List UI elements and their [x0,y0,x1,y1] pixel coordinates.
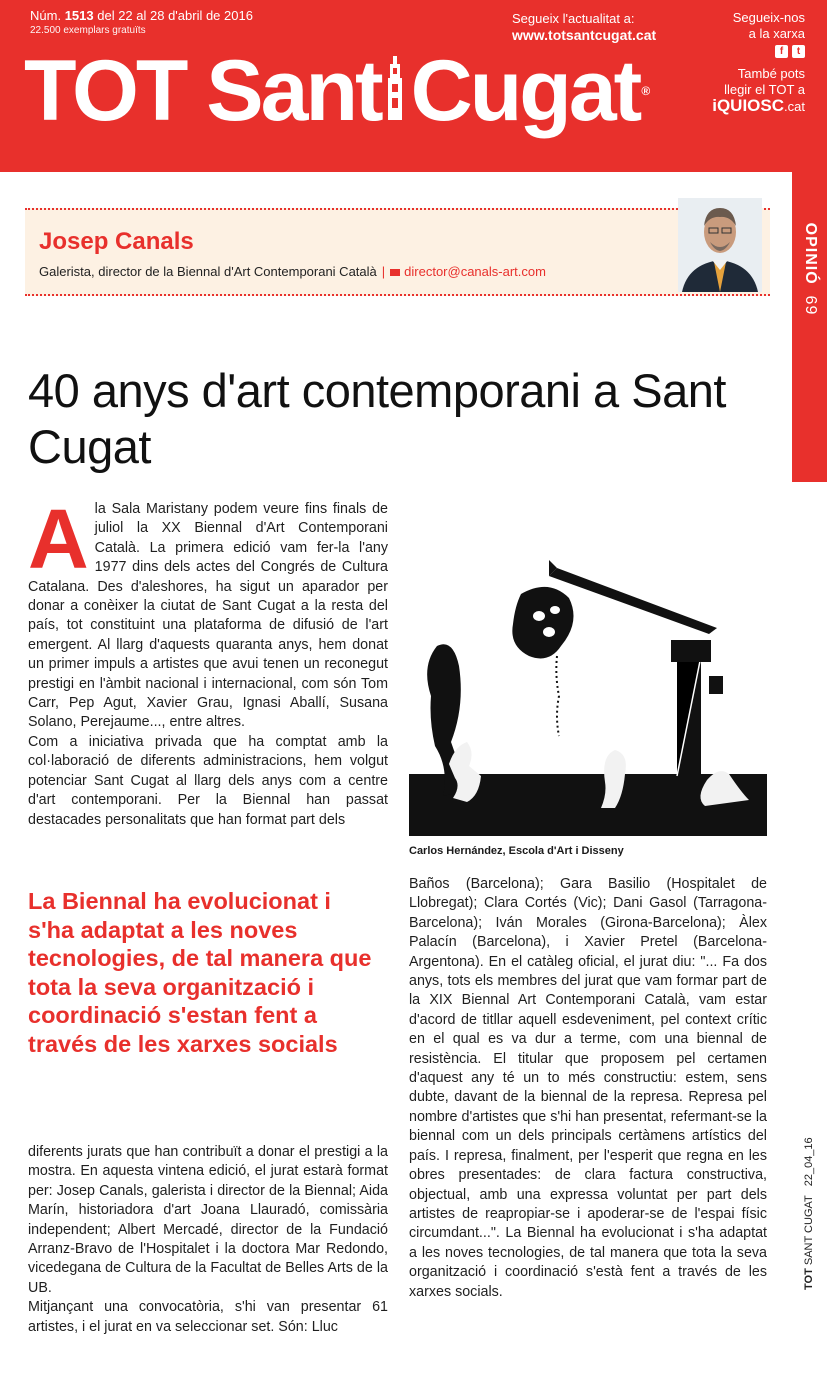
author-role-line [39,264,546,279]
kiosk-tld: .cat [784,99,805,114]
kiosk-label-2: llegir el TOT a [724,82,805,97]
author-email[interactable]: director@canals-art.com [404,264,546,279]
kiosk-label-1: També pots [737,66,805,81]
paragraph-4: Mitjançant una convocatòria, s'hi van presentar 61 artistes, i el jurat en va seleccionar set. Són: Lluc [28,1299,388,1335]
author-photo [678,198,762,292]
section-tab [792,172,827,482]
facebook-icon[interactable]: f [775,45,788,58]
article-column-2 [409,875,767,1302]
website-link[interactable]: www.totsantcugat.cat [512,27,657,43]
dropcap: A [28,492,89,586]
pull-quote: La Biennal ha evolucionat i s'ha adaptat a les noves tecnologies, de tal manera que tota la seva organització i coordinació s'estan fent a través de les xarxes socials [28,888,372,1057]
article-column-1-top [28,492,388,830]
page-number: 69 [801,295,819,316]
footer-brand: SANT CUGAT [803,1195,815,1266]
footer-date: 22_04_16 [803,1137,815,1187]
follow-label: Segueix l'actualitat a: [512,11,635,26]
issue-dates: del 22 al 28 d'abril de 2016 [97,8,253,23]
copies-count: 22.500 exemplars gratuïts [30,25,146,36]
page-footer [803,1137,815,1290]
separator: | [381,264,386,279]
tower-icon [385,56,405,120]
social-label-2: a la xarxa [748,26,805,41]
footer-brand-bold: TOT [803,1268,815,1290]
mail-icon [390,269,400,276]
logo-text-left: TOT Sant [24,43,381,139]
section-label [801,209,819,329]
social-block [712,10,805,115]
kiosk-name: iQUIOSC [712,96,785,115]
follow-block [512,10,656,44]
author-name: Josep Canals [39,228,194,255]
newspaper-logo[interactable] [24,43,651,139]
figure-caption: Carlos Hernández, Escola d'Art i Disseny [409,845,624,857]
article-illustration [409,506,767,836]
masthead [0,0,827,172]
twitter-icon[interactable]: t [792,45,805,58]
social-label-1: Segueix-nos [732,10,805,25]
logo-text-right: Cugat [410,43,640,139]
issue-info [30,8,253,38]
paragraph-2: Com a iniciativa privada que ha comptat amb la col·laboració de diferents administracions, hem volgut potenciar Sant Cugat al llarg dels anys com a centre d'art contemporani. Per la Biennal han passat destacades personalitats que han format part dels [28,733,388,828]
issue-number: 1513 [64,8,94,23]
registered-mark: ® [641,84,651,98]
paragraph-1: la Sala Maristany podem veure fins finals de juliol la XX Biennal d'Art Contemporani Català. La primera edició vam fer-la l'any 1977 dins dels actes del Congrés de Cultura Catalana. Des d'aleshores, ha sigut un aparador per donar a conèixer la ciutat de Sant Cugat a la resta del país, tot constituint una plataforma de difusió de l'art emergent. Al llarg d'aquests quaranta anys, hem donat un primer impuls a artistes que avui tenen un reconegut prestigi en l'àmbit nacional i internacional, com són Tom Carr, Pep Agut, Xavier Grau, Ignasi Aballí, Susana Solano, Perejaume..., entre altres. [28,501,388,731]
issue-prefix: Núm. [30,8,62,23]
author-box [25,208,770,296]
article-headline: 40 anys d'art contemporani a Sant Cugat [28,364,726,474]
author-role: Galerista, director de la Biennal d'Art Contemporani Català [39,264,377,279]
article-column-1-bottom [28,1143,388,1337]
paragraph-3: diferents jurats que han contribuït a donar el prestigi a la mostra. En aquesta vintena edició, el jurat estarà format per: Josep Canals, galerista i director de la Biennal; Aida Marín, historiadora d'art Joana Llauradó, comissària independent; Albert Mercadé, director de la Fundació Arranz-Bravo de l'Hospitalet i la doctora Mar Redondo, vicedegana de Cultura de la Facultat de Belles Arts de la UB. [28,1144,388,1296]
paragraph-5: Baños (Barcelona); Gara Basilio (Hospitalet de Llobregat); Clara Cortés (Vic); Dani Gasol (Tarragona-Barcelona); Iván Morales (Girona-Barcelona); Àlex Palacín (Barcelona), i Xavier Pretel (Barcelona-Argentona). En el catàleg oficial, el jurat diu: "... Fa dos anys, tots els membres del jurat que vam formar part de la XIX Biennal Art Contemporani Català, vam estar d'acord de titllar aquell esdeveniment, pel context crític en el qual es va dur a terme, com una biennal de resistència. El titular que proposem pel certamen d'aquest any té un to més constructiu: estem, sens dubte, davant de la biennal de la represa. Represa pel nombre d'artistes que s'hi han presentat, refermant-se la biennal com un dels principals certàmens artístics del país. I represa, finalment, per l'esperit que regna en les obres presentades: de clara factura constructiva, objectual, amb una expressa voluntat per part dels artistes de reapropiar-se i apoderar-se de l'espai físic circumdant...". La Biennal ha evolucionat i s'ha adaptat a les noves tecnologies, de tal manera que tota la seva organització i coordinació s'està fent a través de les xarxes socials. [409,876,767,1300]
section-name: OPINIÓ [801,222,819,285]
kiosk-link[interactable] [712,98,805,115]
